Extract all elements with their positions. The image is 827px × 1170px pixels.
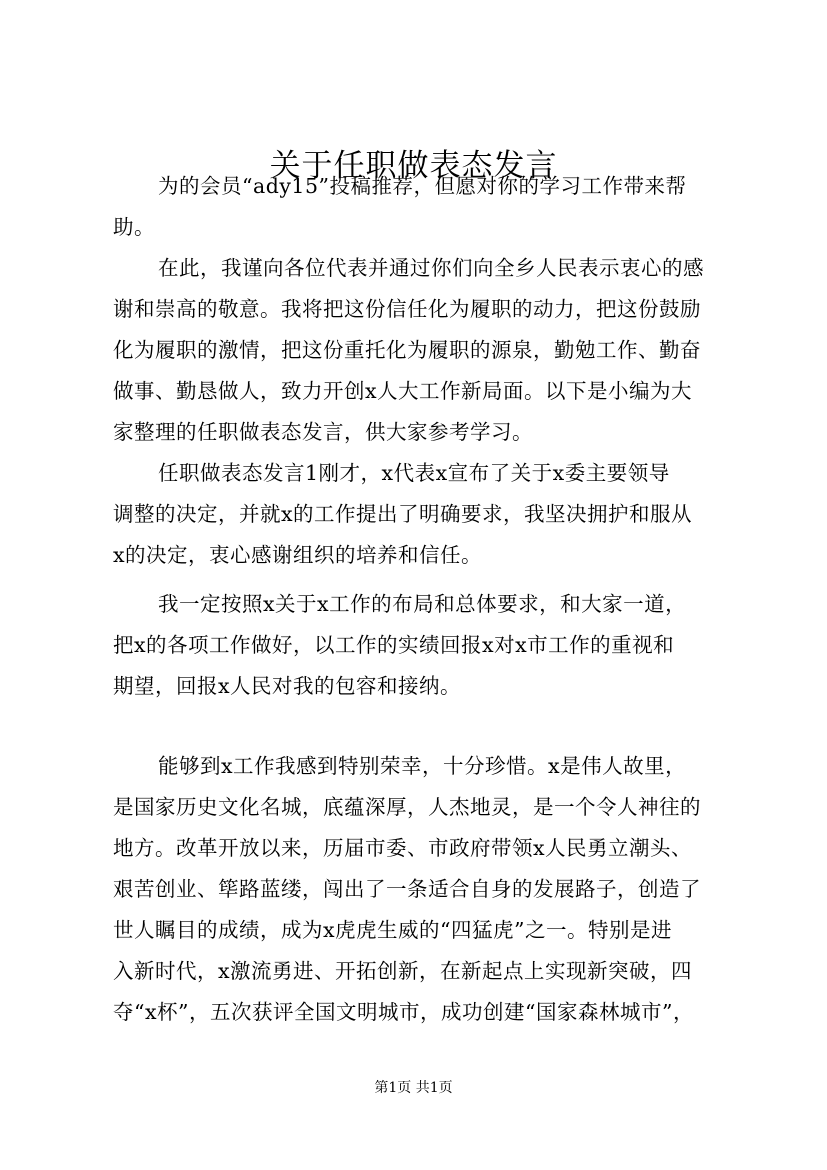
text-line: 调整的决定，并就x的工作提出了明确要求，我坚决拥护和服从 — [113, 502, 693, 526]
text-line: 能够到x工作我感到特别荣幸，十分珍惜。x是伟人故里， — [158, 754, 687, 778]
text-line: 助。 — [113, 215, 155, 239]
text-line: 夺“x杯”，五次获评全国文明城市，成功创建“国家森林城市”， — [113, 1000, 694, 1024]
text-line: 为的会员“ady15”投稿推荐，但愿对你的学习工作带来帮 — [158, 174, 687, 198]
text-line: 艰苦创业、筚路蓝缕，闯出了一条适合自身的发展路子，创造了 — [113, 877, 701, 901]
text-line: 谢和崇高的敬意。我将把这份信任化为履职的动力，把这份鼓励 — [113, 297, 701, 321]
text-line: 在此，我谨向各位代表并通过你们向全乡人民表示衷心的感 — [158, 256, 704, 280]
document-title: 关于任职做表态发言 — [269, 148, 558, 184]
text-line: 任职做表态发言1刚才，x代表x宣布了关于x委主要领导 — [158, 461, 670, 485]
text-line: 是国家历史文化名城，底蕴深厚，人杰地灵，是一个令人神往的 — [113, 795, 701, 819]
text-line: 地方。改革开放以来，历届市委、市政府带领x人民勇立潮头、 — [113, 836, 693, 860]
page-footer: 第1页 共1页 — [374, 1080, 453, 1096]
text-line: 入新时代，x激流勇进、开拓创新，在新起点上实现新突破，四 — [113, 959, 693, 983]
text-line: 把x的各项工作做好，以工作的实绩回报x对x市工作的重视和 — [113, 633, 675, 657]
text-line: 家整理的任职做表态发言，供大家参考学习。 — [113, 420, 533, 444]
text-line: 做事、勤恳做人，致力开创x人大工作新局面。以下是小编为大 — [113, 379, 693, 403]
text-line: 世人瞩目的成绩，成为x虎虎生威的“四猛虎”之一。特别是进 — [113, 918, 673, 942]
text-line: 期望，回报x人民对我的包容和接纳。 — [113, 674, 462, 698]
text-line: x的决定，衷心感谢组织的培养和信任。 — [113, 543, 483, 567]
text-line: 化为履职的激情，把这份重托化为履职的源泉，勤勉工作、勤奋 — [113, 338, 701, 362]
text-line: 我一定按照x关于x工作的布局和总体要求，和大家一道， — [158, 592, 687, 616]
